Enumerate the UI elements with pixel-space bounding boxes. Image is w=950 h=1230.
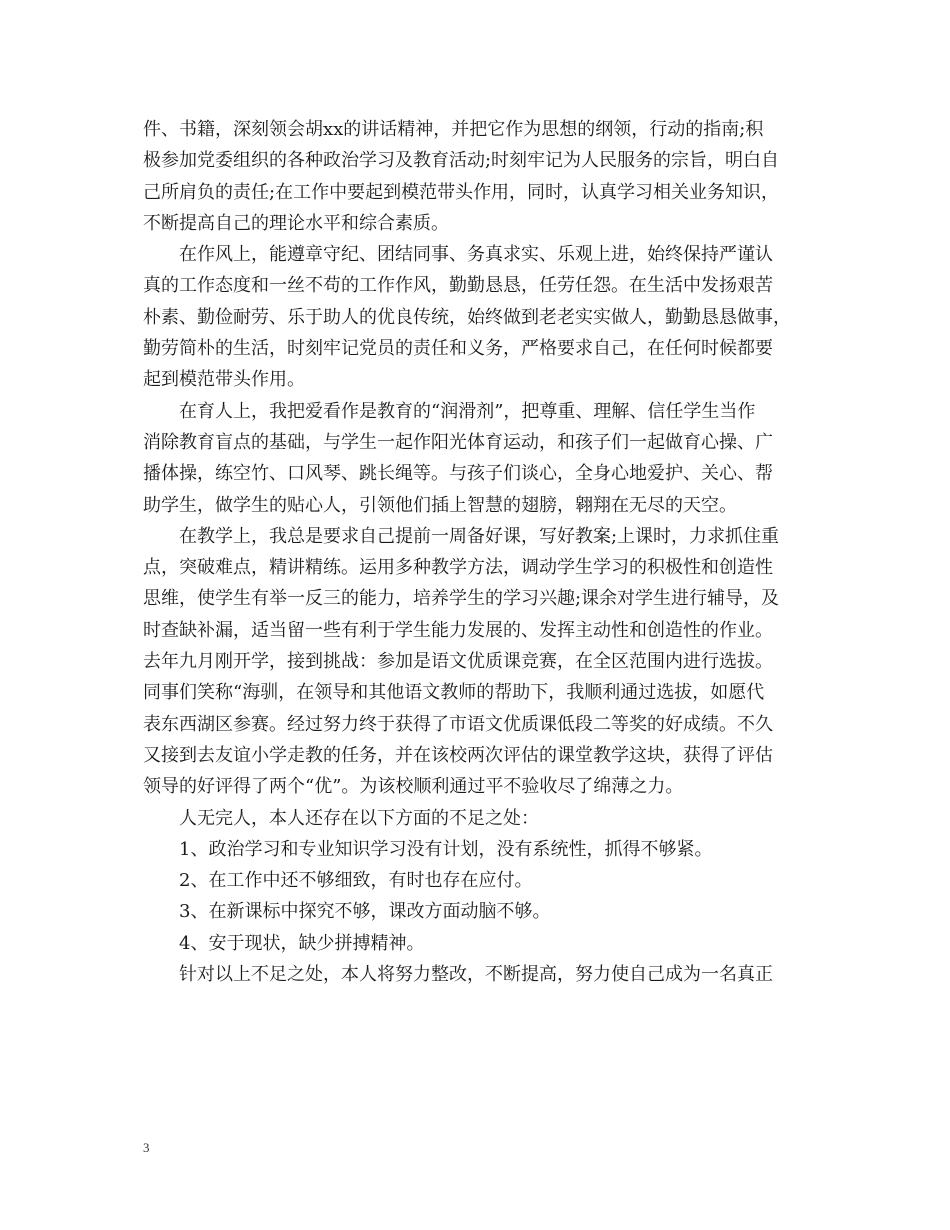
text-line: 在作风上，能遵章守纪、团结同事、务真求实、乐观上进，始终保持严谨认	[143, 244, 773, 266]
text-line: 3、在新课标中探究不够，课改方面动脑不够。	[143, 901, 551, 923]
text-line: 时查缺补漏，适当留一些有利于学生能力发展的、发挥主动性和创造性的作业。	[143, 619, 773, 641]
text-line: 起到模范带头作用。	[143, 369, 305, 391]
document-body	[143, 114, 823, 990]
text-line: 针对以上不足之处，本人将努力整改，不断提高，努力使自己成为一名真正	[143, 964, 773, 986]
text-line: 领导的好评得了两个“优”。为该校顺利通过平不验收尽了绵薄之力。	[143, 776, 684, 798]
text-line: 朴素、勤俭耐劳、乐于助人的优良传统，始终做到老老实实做人，勤勤恳恳做事，	[143, 306, 791, 328]
text-line: 播体操，练空竹、口风琴、跳长绳等。与孩子们谈心，全身心地爱护、关心、帮	[143, 463, 773, 485]
text-line: 点，突破难点，精讲精练。运用多种教学方法，调动学生学习的积极性和创造性	[143, 557, 773, 579]
text-line: 消除教育盲点的基础，与学生一起作阳光体育运动，和孩子们一起做育心操、广	[143, 431, 773, 453]
text-line: 2、在工作中还不够细致，有时也存在应付。	[143, 870, 533, 892]
text-line: 人无完人，本人还存在以下方面的不足之处：	[143, 807, 539, 829]
text-line: 在育人上，我把爱看作是教育的“润滑剂”，把尊重、理解、信任学生当作	[143, 400, 756, 422]
page-number: 3	[143, 1140, 150, 1155]
text-line: 1、政治学习和专业知识学习没有计划，没有系统性，抓得不够紧。	[143, 838, 713, 860]
text-line: 4、安于现状，缺少拼搏精神。	[143, 932, 425, 954]
text-line: 表东西湖区参赛。经过努力终于获得了市语文优质课低段二等奖的好成绩。不久	[143, 713, 773, 735]
text-line: 不断提高自己的理论水平和综合素质。	[143, 212, 449, 234]
text-line: 去年九月刚开学，接到挑战：参加是语文优质课竞赛，在全区范围内进行选拔。	[143, 651, 773, 673]
text-line: 同事们笑称“海驯，在领导和其他语文教师的帮助下，我顺利通过选拔，如愿代	[143, 682, 765, 704]
text-line: 思维，使学生有举一反三的能力，培养学生的学习兴趣;课余对学生进行辅导，及	[143, 588, 780, 610]
text-line: 又接到去友谊小学走教的任务，并在该校两次评估的课堂教学这块，获得了评估	[143, 744, 773, 766]
text-line: 真的工作态度和一丝不苟的工作作风，勤勤恳恳，任劳任怨。在生活中发扬艰苦	[143, 275, 773, 297]
text-line: 己所肩负的责任;在工作中要起到模范带头作用，同时，认真学习相关业务知识，	[143, 181, 780, 203]
text-line: 助学生，做学生的贴心人，引领他们插上智慧的翅膀，翱翔在无尽的天空。	[143, 494, 737, 516]
text-line: 极参加党委组织的各种政治学习及教育活动;时刻牢记为人民服务的宗旨，明白自	[143, 150, 780, 172]
text-line: 勤劳简朴的生活，时刻牢记党员的责任和义务，严格要求自己，在任何时候都要	[143, 338, 773, 360]
text-line: 在教学上，我总是要求自己提前一周备好课，写好教案;上课时，力求抓住重	[143, 525, 780, 547]
text-line: 件、书籍，深刻领会胡xx的讲话精神，并把它作为思想的纲领，行动的指南;积	[143, 119, 764, 140]
